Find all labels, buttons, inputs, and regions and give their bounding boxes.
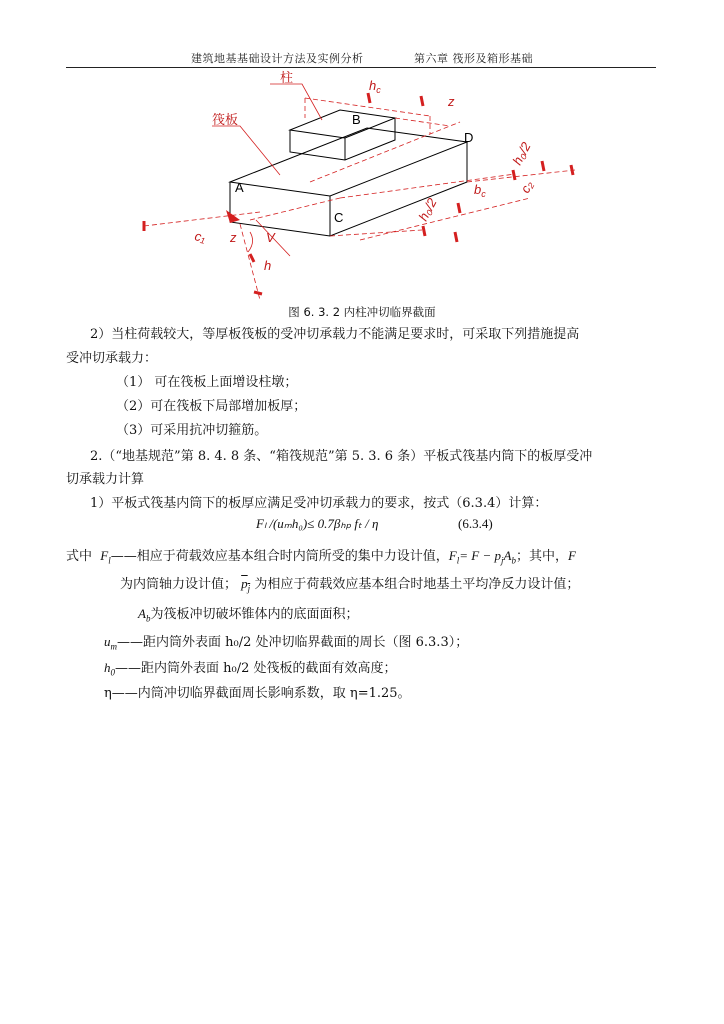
label-z-top: z xyxy=(448,94,455,109)
moment-arc xyxy=(248,232,253,252)
header-chapter-title: 第六章 筏形及箱形基础 xyxy=(414,52,533,65)
label-hc: $h_c$ xyxy=(369,78,381,95)
para3: 1）平板式筏基内筒下的板厚应满足受冲切承载力的要求，按式（6.3.4）计算： xyxy=(90,496,548,511)
label-c2: c₂ xyxy=(517,178,537,196)
list-item-2: （2）可在筏板下局部增加板厚； xyxy=(116,399,307,414)
label-h: h xyxy=(264,258,272,273)
definition-um: $u_m——$距内筒外表面 h₀/2 处冲切临界截面的周长（图 6.3.3）； xyxy=(104,634,469,652)
para2-line2: 切承载力计算 xyxy=(66,472,145,487)
critical-section-lines xyxy=(144,98,575,300)
arrow-icon xyxy=(226,210,240,223)
label-v: V xyxy=(266,230,275,245)
label-a: A xyxy=(235,180,244,195)
label-d: D xyxy=(464,130,474,145)
label-raft: 筏板 xyxy=(212,112,239,127)
label-c: C xyxy=(334,210,344,225)
figure-caption: 图 6. 3. 2 内柱冲切临界截面 xyxy=(288,305,436,319)
header-book-title: 建筑地基基础设计方法及实例分析 xyxy=(191,52,364,65)
header-rule xyxy=(66,67,656,68)
definition-fl: 式中 $F_l——$相应于荷载效应基本组合时内筒所受的集中力设计值，$F_l= F - p_jA_b$；其中，F xyxy=(66,548,576,566)
label-column: 柱 xyxy=(280,70,294,85)
list-item-1: （1） 可在筏板上面增设柱墩； xyxy=(116,375,298,390)
label-bc: $b_c$ xyxy=(474,182,486,199)
para1-line2: 受冲切承载力： xyxy=(66,351,158,366)
label-b: B xyxy=(352,112,361,127)
label-z-front: z xyxy=(230,230,237,245)
definition-f-pj: 为内筒轴力设计值； $p_j$ 为相应于荷载效应基本组合时地基土平均净反力设计值； xyxy=(120,576,580,594)
equation-6-3-4: Fₗ /(uₘh₀)≤ 0.7βₕₚ fₜ / η xyxy=(256,516,379,531)
definition-h0: $h_0——$距内筒外表面 h₀/2 处筏板的截面有效高度； xyxy=(104,660,397,678)
definition-ab: $A_b$为筏板冲切破坏锥体内的底面面积； xyxy=(138,606,359,624)
para2-line1: 2.（“地基规范”第 8. 4. 8 条、“箱筏规范”第 5. 3. 6 条）平板式筏基内筒下的板厚受冲 xyxy=(90,449,593,464)
punching-shear-figure xyxy=(130,70,590,300)
definition-eta: η——内筒冲切临界截面周长影响系数，取 η=1.25。 xyxy=(104,686,411,701)
para1-line1: 2）当柱荷载较大，等厚板筏板的受冲切承载力不能满足要求时，可采取下列措施提高 xyxy=(90,327,580,342)
label-h0-half-right: h₀/2 xyxy=(509,139,534,168)
raft-slab-outline xyxy=(230,128,467,236)
equation-number: (6.3.4) xyxy=(458,516,493,531)
label-h0-half-left: h₀/2 xyxy=(415,195,440,224)
label-c1: c₁ xyxy=(193,228,207,246)
list-item-3: （3）可采用抗冲切箍筋。 xyxy=(116,423,268,438)
